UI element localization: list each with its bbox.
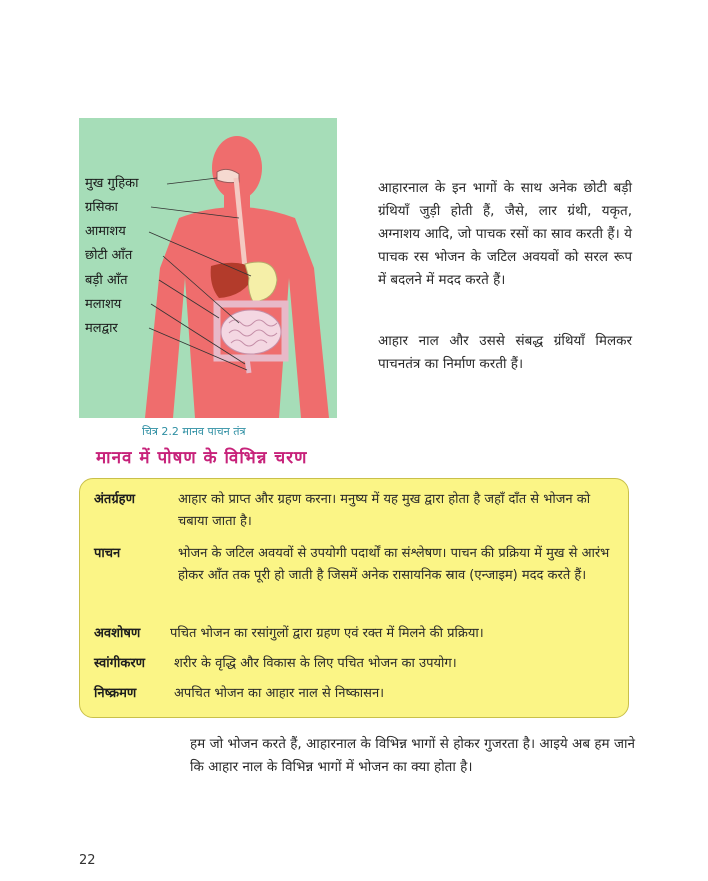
nutrition-steps-box	[79, 478, 629, 718]
paragraph-glands: आहारनाल के इन भागों के साथ अनेक छोटी बड़ी ग्रंथियाँ जुड़ी होती हैं, जैसे, लार ग्रंथी, यकृत, अग्नाशय आदि, जो पाचक रसों का स्राव करती हैं। ये पाचक रस भोजन के जटिल अवयवों को सरल रूप में बदलने में मदद करते हैं।	[378, 180, 632, 288]
label-rectum: मलाशय	[85, 297, 122, 312]
step-definition: भोजन के जटिल अवयवों से उपयोगी पदार्थों का संश्लेषण। पाचन की प्रक्रिया में मुख से आरंभ होकर आँत तक पूरी हो जाती है जिसमें अनेक रासायनिक स्राव (एन्जाइम) मदद करते हैं।	[178, 546, 610, 583]
label-large-intestine: बड़ी आँत	[85, 273, 128, 288]
step-term: अंतर्ग्रहण	[94, 492, 135, 507]
label-small-intestine: छोटी आँत	[85, 248, 133, 263]
page-number: 22	[79, 853, 96, 868]
paragraph-digestive-system: आहार नाल और उससे संबद्ध ग्रंथियाँ मिलकर पाचनतंत्र का निर्माण करती हैं।	[378, 333, 632, 372]
paragraph-closing: हम जो भोजन करते हैं, आहारनाल के विभिन्न भागों से होकर गुजरता है। आइये अब हम जाने कि आहार नाल के विभिन्न भागों में भोजन का क्या होता है।	[190, 736, 635, 775]
step-row-egestion	[94, 683, 618, 705]
label-oesophagus: ग्रसिका	[85, 200, 118, 215]
step-term: अवशोषण	[94, 626, 141, 641]
human-body-illustration	[79, 118, 337, 418]
step-row-ingestion	[94, 489, 618, 533]
step-row-absorption	[94, 623, 618, 645]
label-stomach: आमाशय	[85, 224, 126, 239]
step-definition: शरीर के वृद्धि और विकास के लिए पचित भोजन का उपयोग।	[174, 656, 457, 671]
step-term: स्वांगीकरण	[94, 656, 146, 671]
section-heading: मानव में पोषण के विभिन्न चरण	[96, 448, 308, 468]
step-term: निष्क्रमण	[94, 686, 137, 701]
digestive-system-figure	[79, 118, 337, 418]
step-definition: अपचित भोजन का आहार नाल से निष्कासन।	[174, 686, 385, 701]
step-definition: आहार को प्राप्त और ग्रहण करना। मनुष्य में यह मुख द्वारा होता है जहाँ दाँत से भोजन को चबाया जाता है।	[178, 492, 591, 529]
label-anus: मलद्वार	[85, 321, 118, 336]
figure-caption: चित्र 2.2 मानव पाचन तंत्र	[142, 425, 246, 438]
step-definition: पचित भोजन का रसांगुलों द्वारा ग्रहण एवं रक्त में मिलने की प्रक्रिया।	[170, 626, 484, 641]
step-row-assimilation	[94, 653, 618, 675]
step-term: पाचन	[94, 546, 121, 561]
step-row-digestion	[94, 543, 618, 609]
label-mouth-cavity: मुख गुहिका	[85, 176, 139, 191]
